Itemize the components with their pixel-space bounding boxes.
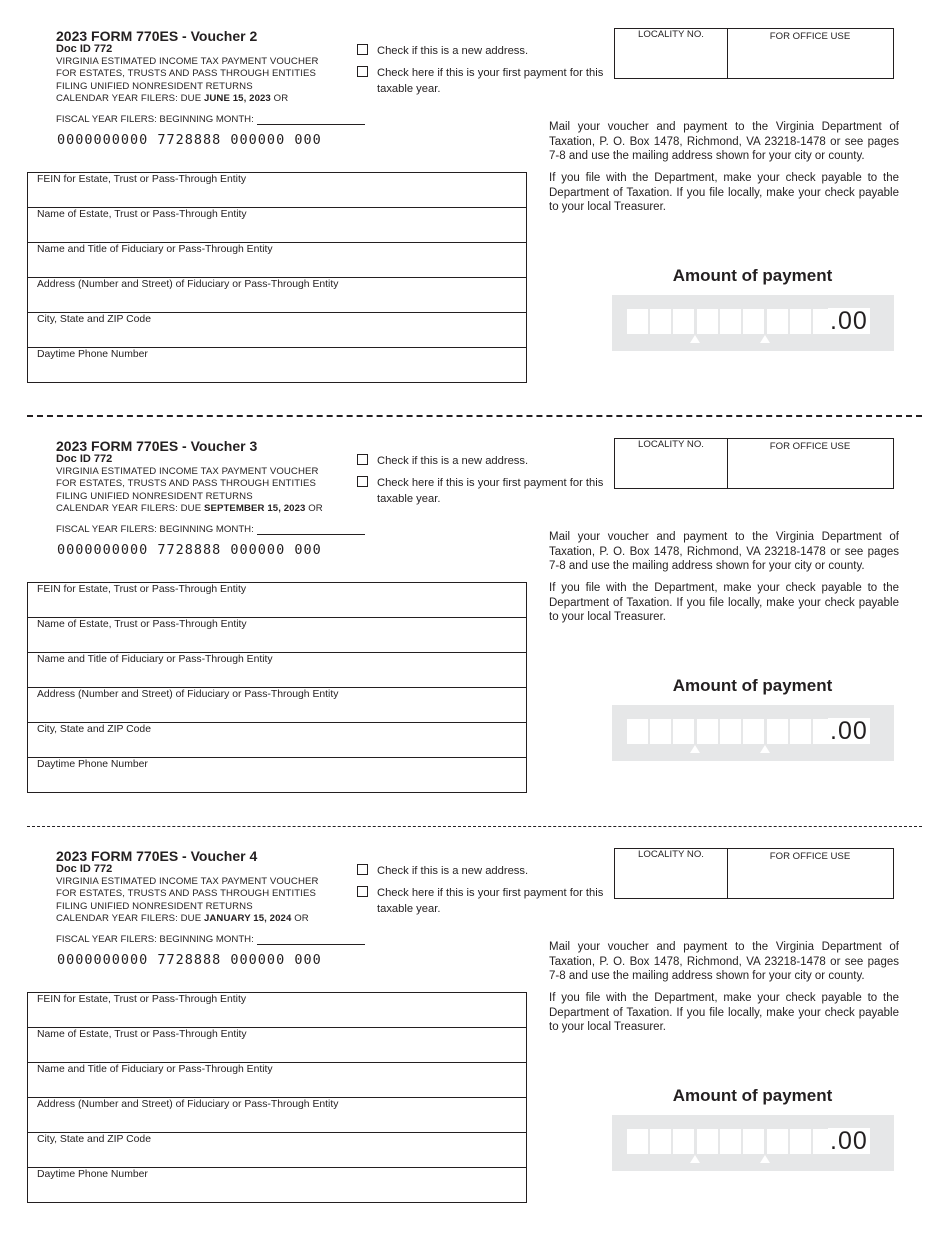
fiduciary-name-field[interactable] bbox=[28, 1063, 526, 1098]
fiscal-label: FISCAL YEAR FILERS: BEGINNING MONTH: bbox=[56, 934, 254, 945]
voucher-title: 2023 FORM 770ES - Voucher 3 bbox=[56, 438, 258, 454]
payable-instructions: If you file with the Department, make your check payable to the Department of Taxation. If you file locally, make your check payable to your local Treasurer. bbox=[549, 582, 899, 624]
field-label: Address (Number and Street) of Fiduciary or Pass-Through Entity bbox=[37, 689, 339, 700]
amount-digit-cell[interactable] bbox=[743, 309, 764, 334]
voucher-title: 2023 FORM 770ES - Voucher 2 bbox=[56, 28, 258, 44]
voucher-title: 2023 FORM 770ES - Voucher 4 bbox=[56, 848, 258, 864]
city-state-zip-field[interactable] bbox=[28, 313, 526, 348]
desc-line: FOR ESTATES, TRUSTS AND PASS THROUGH ENTITIES bbox=[56, 888, 317, 900]
desc-line: FOR ESTATES, TRUSTS AND PASS THROUGH ENTITIES bbox=[56, 68, 317, 80]
desc-line: VIRGINIA ESTIMATED INCOME TAX PAYMENT VOUCHER bbox=[56, 876, 319, 887]
amount-cents: .00 bbox=[830, 307, 868, 335]
amount-digit-cell[interactable] bbox=[720, 1129, 741, 1154]
field-label: Name of Estate, Trust or Pass-Through Entity bbox=[37, 1029, 247, 1040]
fiduciary-name-field[interactable] bbox=[28, 653, 526, 688]
amount-digit-cell[interactable] bbox=[627, 309, 648, 334]
daytime-phone-field[interactable] bbox=[28, 758, 526, 792]
voucher-description bbox=[56, 876, 319, 926]
fein-field[interactable] bbox=[28, 993, 526, 1028]
desc-line: VIRGINIA ESTIMATED INCOME TAX PAYMENT VOUCHER bbox=[56, 466, 319, 477]
amount-digit-cell[interactable] bbox=[673, 719, 694, 744]
doc-id: Doc ID 772 bbox=[56, 453, 113, 465]
amount-digit-cell[interactable] bbox=[743, 719, 764, 744]
field-label: FEIN for Estate, Trust or Pass-Through Entity bbox=[37, 174, 247, 185]
due-prefix: CALENDAR YEAR FILERS: DUE bbox=[56, 503, 204, 515]
field-label: FEIN for Estate, Trust or Pass-Through Entity bbox=[37, 994, 247, 1005]
amount-digit-cell[interactable] bbox=[720, 309, 741, 334]
estate-name-field[interactable] bbox=[28, 208, 526, 243]
amount-digit-cell[interactable] bbox=[627, 1129, 648, 1154]
field-label: City, State and ZIP Code bbox=[37, 314, 151, 325]
new-address-checkbox[interactable] bbox=[357, 454, 368, 465]
first-payment-checkbox[interactable] bbox=[357, 66, 368, 77]
field-label: Address (Number and Street) of Fiduciary or Pass-Through Entity bbox=[37, 1099, 339, 1110]
field-label: Daytime Phone Number bbox=[37, 759, 148, 770]
thousands-separator-mark bbox=[690, 745, 700, 753]
payable-instructions: If you file with the Department, make your check payable to the Department of Taxation. If you file locally, make your check payable to your local Treasurer. bbox=[549, 172, 899, 214]
desc-line: FILING UNIFIED NONRESIDENT RETURNS bbox=[56, 900, 253, 912]
thousands-separator-mark bbox=[760, 745, 770, 753]
office-use-box bbox=[614, 438, 894, 489]
daytime-phone-field[interactable] bbox=[28, 348, 526, 382]
amount-digit-cell[interactable] bbox=[697, 309, 718, 334]
fiscal-month-input[interactable] bbox=[257, 115, 365, 125]
first-payment-checkbox[interactable] bbox=[357, 476, 368, 487]
amount-digit-cell[interactable] bbox=[650, 309, 671, 334]
due-date: JANUARY 15, 2024 bbox=[203, 913, 292, 925]
desc-line: FOR ESTATES, TRUSTS AND PASS THROUGH ENTITIES bbox=[56, 478, 317, 490]
amount-digit-cell[interactable] bbox=[767, 719, 788, 744]
entity-info-fields bbox=[27, 992, 527, 1203]
field-label: Name and Title of Fiduciary or Pass-Through Entity bbox=[37, 1064, 273, 1075]
fiscal-label: FISCAL YEAR FILERS: BEGINNING MONTH: bbox=[56, 114, 254, 125]
field-label: FEIN for Estate, Trust or Pass-Through Entity bbox=[37, 584, 247, 595]
fein-field[interactable] bbox=[28, 583, 526, 618]
locality-no-label: LOCALITY NO. bbox=[638, 439, 704, 450]
fiscal-label: FISCAL YEAR FILERS: BEGINNING MONTH: bbox=[56, 524, 254, 535]
amount-digit-cell[interactable] bbox=[790, 719, 811, 744]
locality-no-label: LOCALITY NO. bbox=[638, 849, 704, 860]
first-payment-label: Check here if this is your first payment for this taxable year. bbox=[377, 477, 604, 505]
scanline: 0000000000 7728888 000000 000 bbox=[57, 542, 322, 558]
field-label: Address (Number and Street) of Fiduciary or Pass-Through Entity bbox=[37, 279, 339, 290]
field-label: Name and Title of Fiduciary or Pass-Through Entity bbox=[37, 244, 273, 255]
voucher-2 bbox=[0, 28, 950, 428]
daytime-phone-field[interactable] bbox=[28, 1168, 526, 1202]
amount-digit-cells bbox=[627, 1129, 836, 1154]
amount-of-payment-field[interactable] bbox=[612, 705, 894, 761]
mailing-instructions: Mail your voucher and payment to the Virginia Department of Taxation, P. O. Box 1478, Richmond, VA 23218-1478 or see pages 7-8 and use the mailing address shown for your city or county. bbox=[549, 121, 899, 163]
amount-cents: .00 bbox=[830, 717, 868, 745]
payable-instructions: If you file with the Department, make your check payable to the Department of Taxation. If you file locally, make your check payable to your local Treasurer. bbox=[549, 992, 899, 1034]
city-state-zip-field[interactable] bbox=[28, 1133, 526, 1168]
voucher-3 bbox=[0, 438, 950, 838]
city-state-zip-field[interactable] bbox=[28, 723, 526, 758]
address-field[interactable] bbox=[28, 688, 526, 723]
new-address-checkbox[interactable] bbox=[357, 44, 368, 55]
office-use-label: FOR OFFICE USE bbox=[769, 31, 851, 42]
fiscal-year-line bbox=[56, 524, 365, 535]
voucher-4 bbox=[0, 848, 950, 1248]
office-use-label: FOR OFFICE USE bbox=[769, 851, 851, 862]
amount-digit-cells bbox=[627, 309, 836, 334]
amount-digit-cell[interactable] bbox=[673, 1129, 694, 1154]
first-payment-label: Check here if this is your first payment for this taxable year. bbox=[377, 887, 604, 915]
cut-line bbox=[27, 415, 922, 417]
desc-line: VIRGINIA ESTIMATED INCOME TAX PAYMENT VOUCHER bbox=[56, 56, 319, 67]
estate-name-field[interactable] bbox=[28, 618, 526, 653]
amount-digit-cell[interactable] bbox=[720, 719, 741, 744]
scanline: 0000000000 7728888 000000 000 bbox=[57, 132, 322, 148]
voucher-description bbox=[56, 56, 319, 106]
address-field[interactable] bbox=[28, 278, 526, 313]
scanline: 0000000000 7728888 000000 000 bbox=[57, 952, 322, 968]
due-line bbox=[56, 913, 319, 925]
doc-id: Doc ID 772 bbox=[56, 863, 113, 875]
amount-digit-cells bbox=[627, 719, 836, 744]
locality-no-label: LOCALITY NO. bbox=[638, 29, 704, 40]
cut-line bbox=[27, 826, 922, 827]
thousands-separator-mark bbox=[690, 335, 700, 343]
amount-digit-cell[interactable] bbox=[627, 719, 648, 744]
amount-title: Amount of payment bbox=[672, 1086, 833, 1105]
thousands-separator-mark bbox=[760, 335, 770, 343]
office-use-box bbox=[614, 28, 894, 79]
new-address-checkbox[interactable] bbox=[357, 864, 368, 875]
first-payment-label: Check here if this is your first payment for this taxable year. bbox=[377, 67, 604, 95]
office-use-box bbox=[614, 848, 894, 899]
amount-digit-cell[interactable] bbox=[790, 309, 811, 334]
amount-digit-cell[interactable] bbox=[650, 1129, 671, 1154]
estate-name-field[interactable] bbox=[28, 1028, 526, 1063]
mailing-instructions: Mail your voucher and payment to the Virginia Department of Taxation, P. O. Box 1478, Richmond, VA 23218-1478 or see pages 7-8 and use the mailing address shown for your city or county. bbox=[549, 531, 899, 573]
due-date: JUNE 15, 2023 bbox=[203, 93, 271, 105]
mailing-instructions: Mail your voucher and payment to the Virginia Department of Taxation, P. O. Box 1478, Richmond, VA 23218-1478 or see pages 7-8 and use the mailing address shown for your city or county. bbox=[549, 941, 899, 983]
thousands-separator-mark bbox=[690, 1155, 700, 1163]
amount-digit-cell[interactable] bbox=[697, 1129, 718, 1154]
amount-digit-cell[interactable] bbox=[697, 719, 718, 744]
field-label: Daytime Phone Number bbox=[37, 1169, 148, 1180]
amount-digit-cell[interactable] bbox=[790, 1129, 811, 1154]
due-line bbox=[56, 93, 319, 105]
due-prefix: CALENDAR YEAR FILERS: DUE bbox=[56, 913, 204, 925]
fiscal-month-input[interactable] bbox=[257, 525, 365, 535]
fiscal-year-line bbox=[56, 934, 365, 945]
amount-digit-cell[interactable] bbox=[650, 719, 671, 744]
field-label: Name and Title of Fiduciary or Pass-Through Entity bbox=[37, 654, 273, 665]
amount-title: Amount of payment bbox=[672, 266, 833, 285]
amount-cents: .00 bbox=[830, 1127, 868, 1155]
field-label: Name of Estate, Trust or Pass-Through Entity bbox=[37, 209, 247, 220]
fiscal-year-line bbox=[56, 114, 365, 125]
new-address-label: Check if this is a new address. bbox=[377, 45, 529, 57]
amount-title: Amount of payment bbox=[672, 676, 833, 695]
entity-info-fields bbox=[27, 582, 527, 793]
first-payment-checkbox[interactable] bbox=[357, 886, 368, 897]
due-line bbox=[56, 503, 323, 515]
field-label: City, State and ZIP Code bbox=[37, 724, 151, 735]
amount-digit-cell[interactable] bbox=[673, 309, 694, 334]
amount-of-payment-field[interactable] bbox=[612, 1115, 894, 1171]
field-label: Name of Estate, Trust or Pass-Through Entity bbox=[37, 619, 247, 630]
amount-of-payment-field[interactable] bbox=[612, 295, 894, 351]
amount-digit-cell[interactable] bbox=[743, 1129, 764, 1154]
field-label: City, State and ZIP Code bbox=[37, 1134, 151, 1145]
doc-id: Doc ID 772 bbox=[56, 43, 113, 55]
desc-line: FILING UNIFIED NONRESIDENT RETURNS bbox=[56, 80, 253, 92]
new-address-label: Check if this is a new address. bbox=[377, 455, 529, 467]
due-prefix: CALENDAR YEAR FILERS: DUE bbox=[56, 93, 204, 105]
field-label: Daytime Phone Number bbox=[37, 349, 148, 360]
due-suffix: OR bbox=[270, 93, 289, 105]
amount-digit-cell[interactable] bbox=[767, 1129, 788, 1154]
fein-field[interactable] bbox=[28, 173, 526, 208]
office-use-label: FOR OFFICE USE bbox=[769, 441, 851, 452]
due-date: SEPTEMBER 15, 2023 bbox=[203, 503, 306, 515]
entity-info-fields bbox=[27, 172, 527, 383]
address-field[interactable] bbox=[28, 1098, 526, 1133]
fiscal-month-input[interactable] bbox=[257, 935, 365, 945]
due-suffix: OR bbox=[305, 503, 323, 515]
desc-line: FILING UNIFIED NONRESIDENT RETURNS bbox=[56, 490, 253, 502]
thousands-separator-mark bbox=[760, 1155, 770, 1163]
fiduciary-name-field[interactable] bbox=[28, 243, 526, 278]
new-address-label: Check if this is a new address. bbox=[377, 865, 529, 877]
voucher-description bbox=[56, 466, 323, 516]
due-suffix: OR bbox=[291, 913, 309, 925]
amount-digit-cell[interactable] bbox=[767, 309, 788, 334]
